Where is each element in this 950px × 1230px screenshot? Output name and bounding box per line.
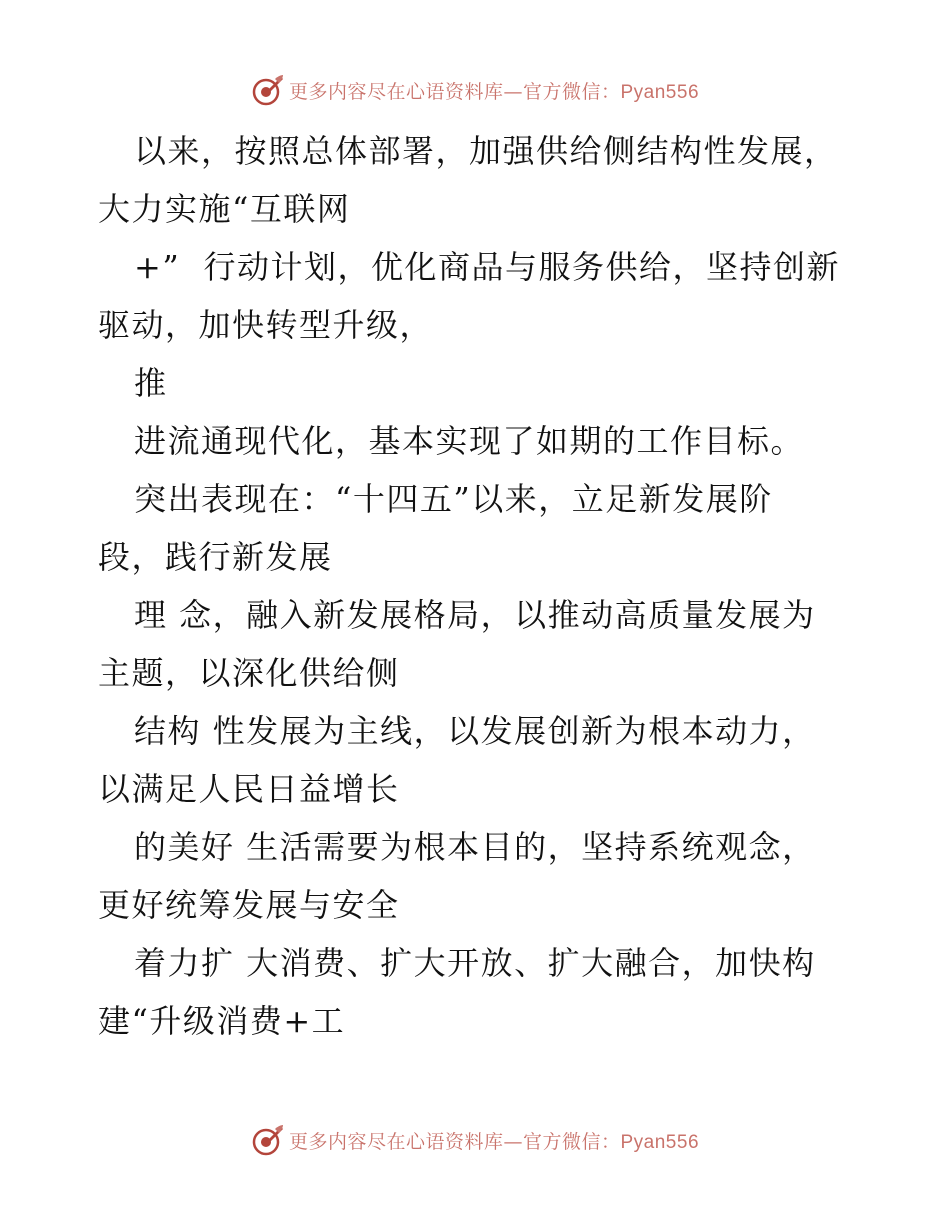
text-line: 结构 性发展为主线，以发展创新为根本动力，: [134, 712, 816, 750]
text-line: 建“升级消费+工: [98, 1002, 346, 1040]
footer-watermark: [0, 1120, 950, 1160]
text-line: 大力实施“互联网: [98, 190, 351, 228]
text-line: 的美好 生活需要为根本目的，坚持系统观念，: [134, 828, 816, 866]
watermark-separator: —: [503, 80, 523, 103]
quill-logo-icon: [251, 73, 285, 107]
text-line: 着力扩 大消费、扩大开放、扩大融合，加快构: [134, 944, 816, 982]
text-line: 突出表现在：“十四五”以来，立足新发展阶: [134, 480, 773, 518]
watermark-text: [289, 77, 699, 104]
watermark-wechat-label: 官方微信：: [522, 80, 621, 103]
text-line: 以满足人民日益增长: [98, 770, 400, 808]
text-line: 进流通现代化，基本实现了如期的工作目标。: [134, 422, 805, 460]
watermark-library-name: 更多内容尽在心语资料库: [288, 80, 504, 103]
document-body: [98, 122, 868, 1050]
text-line: 推: [134, 364, 168, 402]
watermark-library-name: 更多内容尽在心语资料库: [288, 1130, 504, 1153]
text-line: +” 行动计划，优化商品与服务供给，坚持创新: [134, 248, 841, 286]
text-line: 主题，以深化供给侧: [98, 654, 400, 692]
header-watermark: [0, 70, 950, 110]
text-line: 段，践行新发展: [98, 538, 333, 576]
watermark-wechat-id: Pyan556: [620, 1131, 700, 1153]
text-line: 驱动，加快转型升级，: [98, 306, 434, 344]
watermark-separator: —: [503, 1130, 523, 1153]
text-line: 更好统筹发展与安全: [98, 886, 400, 924]
watermark-text: [289, 1127, 699, 1154]
watermark-wechat-label: 官方微信：: [522, 1130, 621, 1153]
text-line: 以来，按照总体部署，加强供给侧结构性发展，: [134, 132, 838, 170]
text-line: 理 念，融入新发展格局，以推动高质量发展为: [134, 596, 816, 634]
quill-logo-icon: [251, 1123, 285, 1157]
watermark-wechat-id: Pyan556: [620, 81, 700, 103]
